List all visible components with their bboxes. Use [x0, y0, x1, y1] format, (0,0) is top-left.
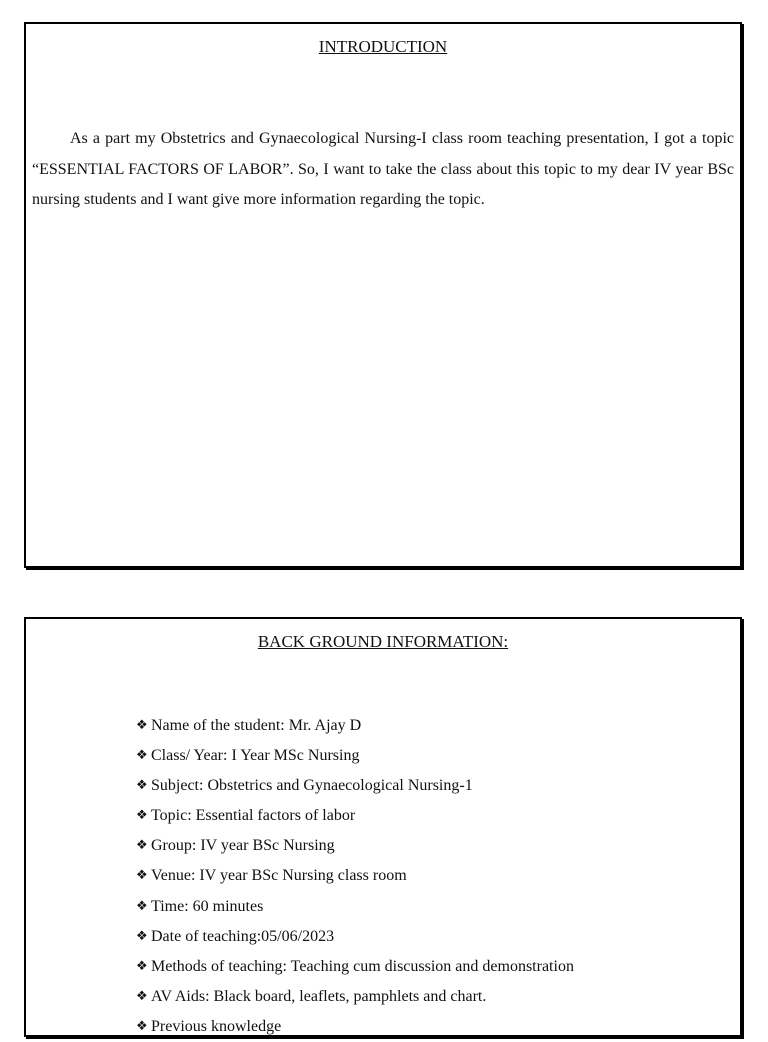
list-item [136, 952, 574, 982]
diamond-bullet-icon: ❖ [136, 838, 148, 854]
list-item [136, 1012, 574, 1042]
diamond-bullet-icon: ❖ [136, 778, 148, 794]
introduction-heading: INTRODUCTION [318, 37, 448, 56]
list-item [136, 741, 574, 771]
background-info-heading: BACK GROUND INFORMATION: [257, 632, 509, 651]
list-item-text: Previous knowledge [151, 1017, 282, 1035]
diamond-bullet-icon: ❖ [136, 868, 148, 884]
diamond-bullet-icon: ❖ [136, 808, 148, 824]
list-item-text: Name of the student: Mr. Ajay D [151, 717, 362, 734]
list-item [136, 922, 574, 952]
list-item-text: Venue: IV year BSc Nursing class room [151, 867, 407, 885]
list-item [136, 711, 574, 741]
list-item-text: Group: IV year BSc Nursing [151, 837, 335, 855]
diamond-bullet-icon: ❖ [136, 1018, 148, 1034]
list-item-text: Date of teaching:05/06/2023 [151, 927, 335, 945]
diamond-bullet-icon: ❖ [136, 958, 148, 974]
introduction-paragraph: As a part my Obstetrics and Gynaecological Nursing-I class room teaching presentation, I got a topic “ESSENTIAL FACTORS OF LABOR”. So, I want to take the class about this topic to my dear IV year BSc nursing students and I want give more information regarding the topic. [32, 130, 734, 208]
list-item [136, 831, 574, 861]
list-item-text: Methods of teaching: Teaching cum discussion and demonstration [151, 957, 574, 975]
list-item [136, 982, 574, 1012]
diamond-bullet-icon: ❖ [136, 748, 148, 764]
list-item [136, 861, 574, 891]
list-item-text: Topic: Essential factors of labor [151, 807, 356, 825]
list-item [136, 892, 574, 922]
introduction-box [24, 22, 742, 568]
diamond-bullet-icon: ❖ [136, 718, 148, 733]
diamond-bullet-icon: ❖ [136, 928, 148, 944]
list-item [136, 771, 574, 801]
background-info-list [136, 711, 574, 1042]
diamond-bullet-icon: ❖ [136, 898, 148, 914]
list-item-text: AV Aids: Black board, leaflets, pamphlets and chart. [151, 987, 487, 1005]
diamond-bullet-icon: ❖ [136, 988, 148, 1004]
list-item-text: Time: 60 minutes [151, 897, 264, 915]
list-item [136, 801, 574, 831]
list-item-text: Class/ Year: I Year MSc Nursing [151, 747, 360, 765]
list-item-text: Subject: Obstetrics and Gynaecological Nursing-1 [151, 777, 473, 795]
background-info-box [24, 617, 742, 1037]
